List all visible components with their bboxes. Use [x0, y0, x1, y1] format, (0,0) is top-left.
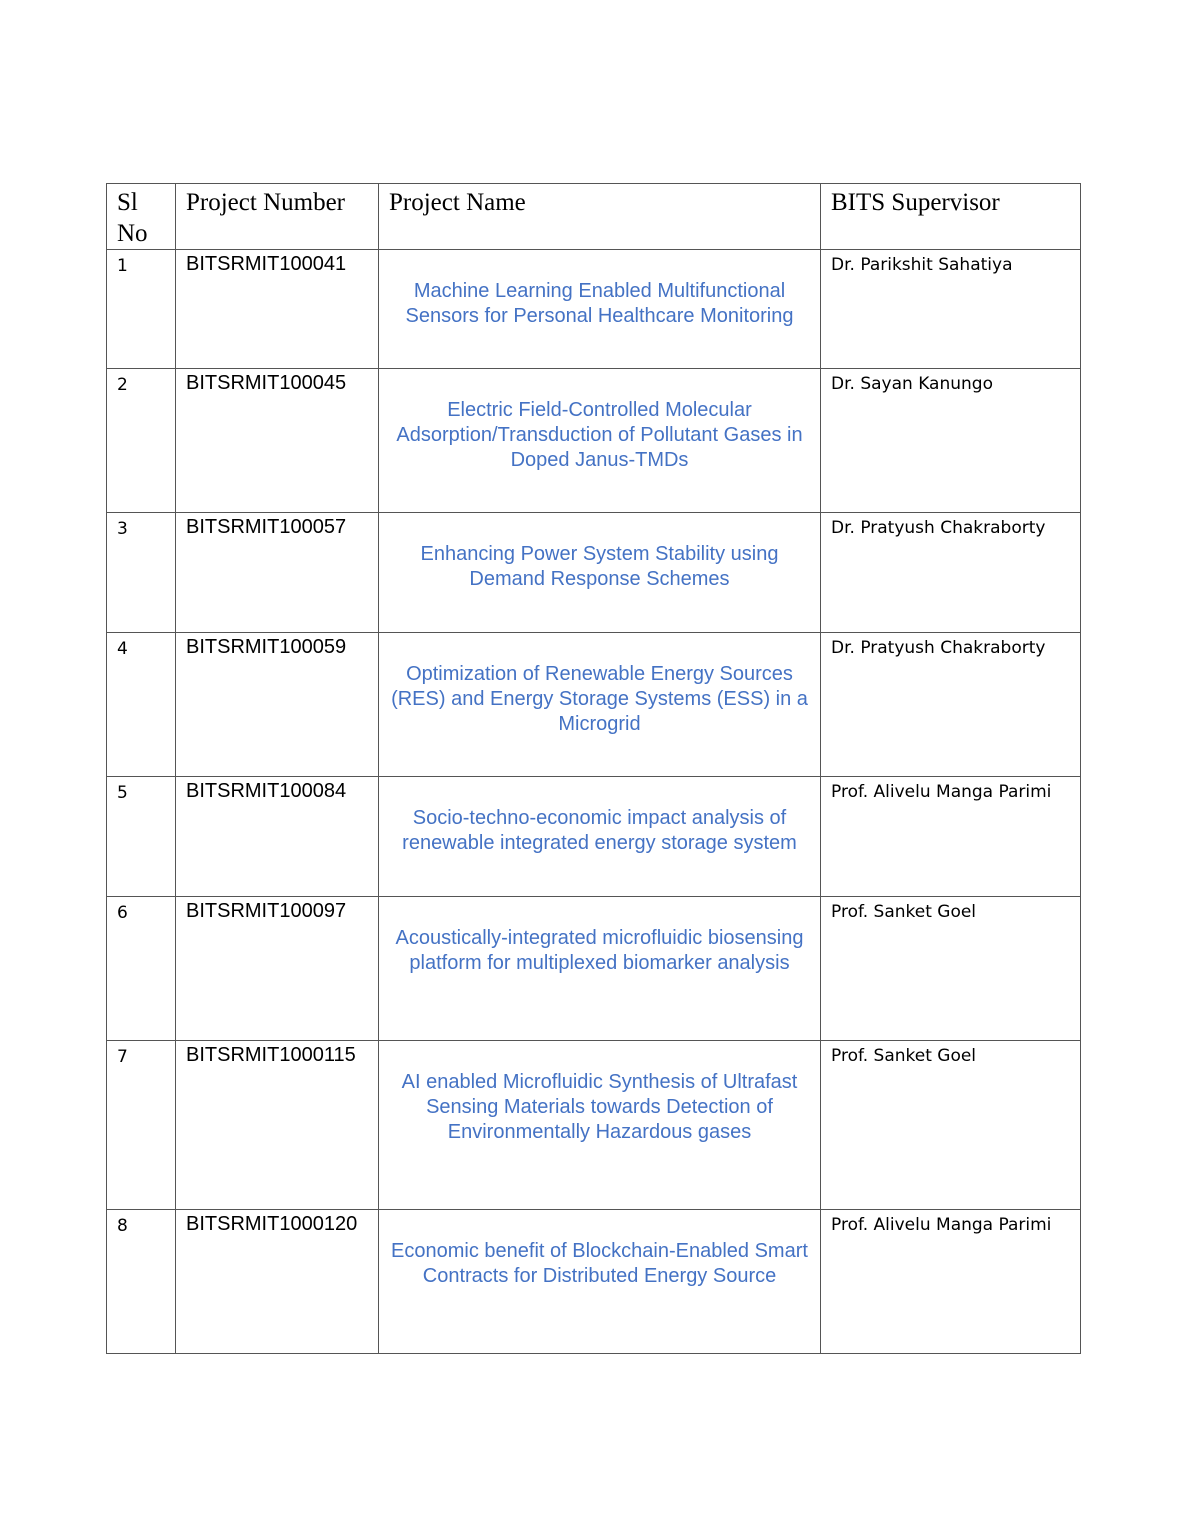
cell-project-number: BITSRMIT1000120: [176, 1210, 379, 1354]
table-row: [107, 777, 1081, 897]
cell-supervisor: Prof. Sanket Goel: [821, 897, 1081, 1041]
header-supervisor: BITS Supervisor: [821, 184, 1081, 250]
cell-supervisor: Dr. Pratyush Chakraborty: [821, 513, 1081, 633]
cell-supervisor: Prof. Alivelu Manga Parimi: [821, 777, 1081, 897]
cell-sl-no: 4: [107, 633, 176, 777]
cell-project-name: Acoustically-integrated microfluidic biosensing platform for multiplexed biomarker analysis: [379, 897, 821, 1041]
cell-project-number: BITSRMIT100097: [176, 897, 379, 1041]
project-table: [106, 183, 1081, 1354]
cell-sl-no: 2: [107, 369, 176, 513]
table-row: [107, 1041, 1081, 1210]
table-row: [107, 897, 1081, 1041]
cell-project-number: BITSRMIT100084: [176, 777, 379, 897]
cell-supervisor: Dr. Pratyush Chakraborty: [821, 633, 1081, 777]
table-row: [107, 1210, 1081, 1354]
cell-supervisor: Prof. Sanket Goel: [821, 1041, 1081, 1210]
cell-sl-no: 1: [107, 250, 176, 369]
header-project-number: Project Number: [176, 184, 379, 250]
cell-sl-no: 5: [107, 777, 176, 897]
cell-sl-no: 7: [107, 1041, 176, 1210]
cell-project-name: Electric Field-Controlled Molecular Adsorption/Transduction of Pollutant Gases in Doped Janus-TMDs: [379, 369, 821, 513]
header-sl-no: Sl No: [107, 184, 176, 250]
header-project-name: Project Name: [379, 184, 821, 250]
cell-supervisor: Dr. Parikshit Sahatiya: [821, 250, 1081, 369]
table-row: [107, 369, 1081, 513]
cell-sl-no: 8: [107, 1210, 176, 1354]
table-row: [107, 250, 1081, 369]
cell-project-number: BITSRMIT100057: [176, 513, 379, 633]
table-row: [107, 633, 1081, 777]
cell-supervisor: Prof. Alivelu Manga Parimi: [821, 1210, 1081, 1354]
cell-project-name: Economic benefit of Blockchain-Enabled Smart Contracts for Distributed Energy Source: [379, 1210, 821, 1354]
cell-project-name: AI enabled Microfluidic Synthesis of Ultrafast Sensing Materials towards Detection of Environmentally Hazardous gases: [379, 1041, 821, 1210]
cell-project-number: BITSRMIT100041: [176, 250, 379, 369]
cell-project-name: Enhancing Power System Stability using Demand Response Schemes: [379, 513, 821, 633]
cell-project-number: BITSRMIT1000115: [176, 1041, 379, 1210]
cell-project-number: BITSRMIT100045: [176, 369, 379, 513]
cell-supervisor: Dr. Sayan Kanungo: [821, 369, 1081, 513]
table-header-row: [107, 184, 1081, 250]
table-row: [107, 513, 1081, 633]
cell-project-name: Optimization of Renewable Energy Sources (RES) and Energy Storage Systems (ESS) in a Microgrid: [379, 633, 821, 777]
cell-sl-no: 6: [107, 897, 176, 1041]
cell-project-number: BITSRMIT100059: [176, 633, 379, 777]
cell-project-name: Machine Learning Enabled Multifunctional Sensors for Personal Healthcare Monitoring: [379, 250, 821, 369]
cell-project-name: Socio-techno-economic impact analysis of renewable integrated energy storage system: [379, 777, 821, 897]
cell-sl-no: 3: [107, 513, 176, 633]
